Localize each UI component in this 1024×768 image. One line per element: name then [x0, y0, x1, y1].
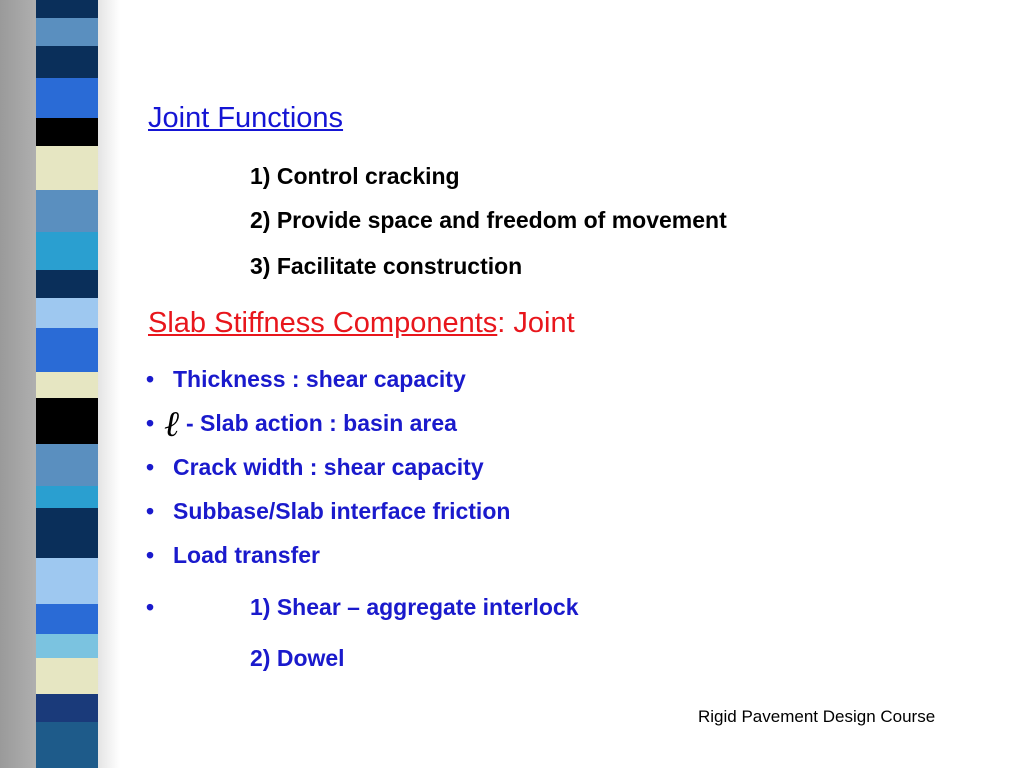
- stripe-block: [36, 146, 98, 190]
- stripe-block: [36, 634, 98, 658]
- slab-stiffness-title-main: Slab Stiffness Components: [148, 307, 498, 339]
- bullet-text: Crack width : shear capacity: [173, 454, 484, 480]
- load-transfer-item: 1) Shear – aggregate interlock: [250, 594, 579, 620]
- bullet-dot: •: [146, 498, 155, 524]
- stripe-block: [36, 658, 98, 694]
- bullet-dot: •: [146, 410, 155, 436]
- stripe-block: [36, 0, 98, 18]
- stripe-block: [36, 298, 98, 328]
- stripe-block: [36, 270, 98, 298]
- bullet-text: - Slab action : basin area: [186, 410, 457, 436]
- joint-function-item: 3) Facilitate construction: [250, 253, 523, 279]
- bullet-dot: •: [146, 542, 155, 568]
- stripe-block: [36, 694, 98, 722]
- stripe-block: [36, 444, 98, 486]
- bullet-text: Thickness : shear capacity: [173, 366, 466, 392]
- bullet-dot: •: [146, 454, 155, 480]
- joint-functions-title: Joint Functions: [148, 102, 344, 134]
- bullet-dot: •: [146, 594, 155, 620]
- stripe-blocks: [36, 0, 98, 768]
- joint-function-item: 2) Provide space and freedom of movement: [250, 207, 727, 233]
- stripe-block: [36, 190, 98, 232]
- joint-function-item: 1) Control cracking: [250, 163, 460, 189]
- decorative-stripe: [0, 0, 120, 768]
- stripe-block: [36, 118, 98, 146]
- stripe-block: [36, 372, 98, 398]
- stripe-block: [36, 232, 98, 270]
- bullet-text: Subbase/Slab interface friction: [173, 498, 511, 524]
- stripe-block: [36, 328, 98, 372]
- footer-course-name: Rigid Pavement Design Course: [698, 707, 936, 726]
- load-transfer-item: 2) Dowel: [250, 645, 345, 671]
- bullet-dot: •: [146, 366, 155, 392]
- stripe-block: [36, 46, 98, 78]
- stripe-block: [36, 18, 98, 46]
- stripe-block: [36, 508, 98, 558]
- stripe-block: [36, 722, 98, 768]
- script-ell-symbol: [162, 403, 186, 443]
- ell-glyph: ℓ: [164, 404, 179, 443]
- stripe-block: [36, 486, 98, 508]
- stripe-block: [36, 558, 98, 604]
- stripe-block: [36, 78, 98, 118]
- stripe-block: [36, 398, 98, 444]
- bullet-text: Load transfer: [173, 542, 320, 568]
- slab-stiffness-title-suffix: : Joint: [497, 307, 575, 339]
- slab-stiffness-title: [148, 307, 575, 340]
- stripe-block: [36, 604, 98, 634]
